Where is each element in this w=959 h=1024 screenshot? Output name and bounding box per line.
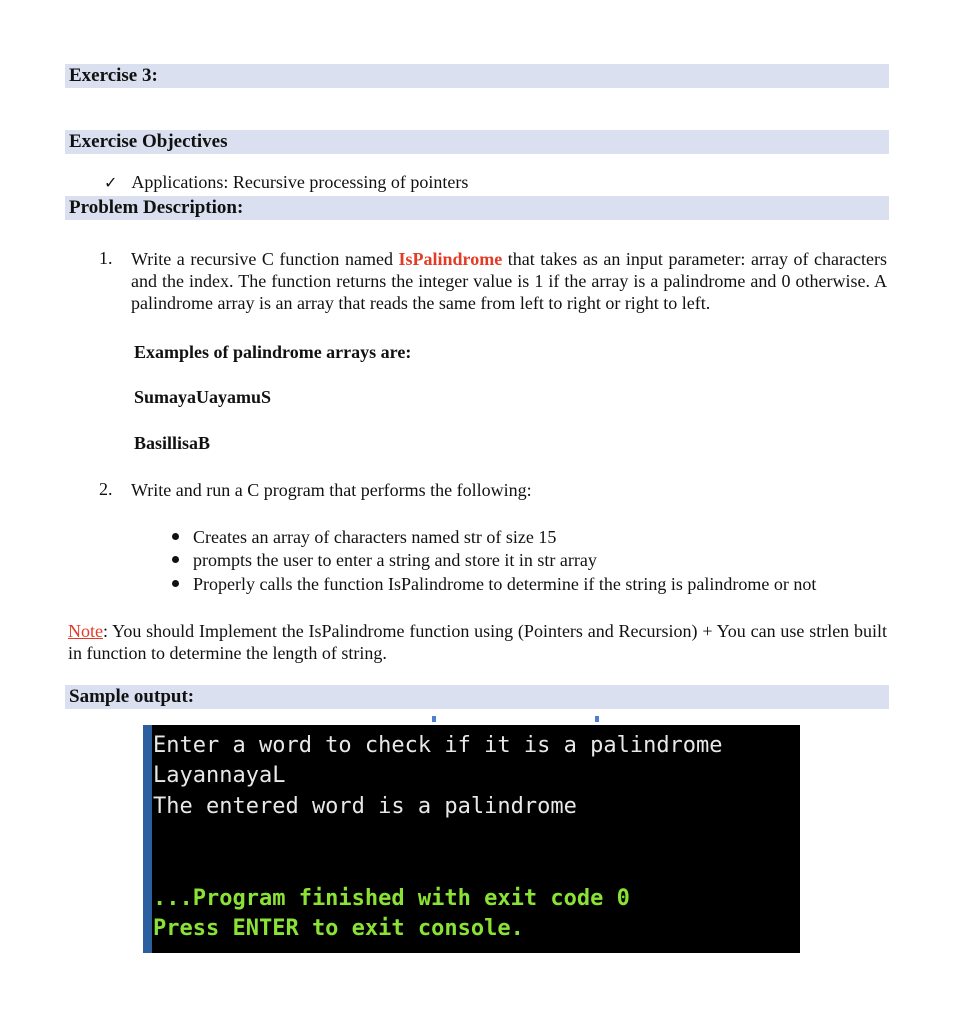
note-label: Note: [68, 621, 103, 641]
console-line-result: The entered word is a palindrome: [153, 794, 577, 819]
selection-mark: [595, 716, 599, 722]
problem-header: Problem Description:: [65, 196, 889, 220]
item-1-paragraph: [131, 248, 887, 314]
bullet-icon: [172, 580, 179, 587]
bullet-icon: [172, 533, 179, 540]
note-paragraph: [68, 620, 887, 664]
objective-text: Applications: Recursive processing of pointers: [131, 172, 469, 192]
sample-output-header: Sample output:: [65, 685, 889, 709]
examples-label: Examples of palindrome arrays are:: [134, 342, 412, 362]
bullet-item-1: Creates an array of characters named str of size 15: [193, 527, 557, 547]
console-line-input: LayannayaL: [153, 763, 286, 788]
example-1: SumayaUayamuS: [134, 387, 272, 407]
check-icon: ✓: [104, 173, 118, 192]
item-2-text: Write and run a C program that performs the following:: [131, 480, 532, 500]
console-output: [143, 725, 800, 953]
item-number-2: 2.: [99, 479, 113, 499]
console-line-exit-code: ...Program finished with exit code 0: [153, 886, 630, 911]
function-name: IsPalindrome: [398, 249, 503, 269]
objectives-header: Exercise Objectives: [65, 130, 889, 154]
item-1-text-end: that takes as an input parameter: array of characters and the index. The function returns the integer value is 1 if the array is a palindrome and 0 otherwise. A palindrome array is an array that reads the same from left to right or right to left.: [131, 249, 888, 313]
item-number-1: 1.: [99, 248, 113, 268]
example-2: BasillisaB: [134, 433, 211, 453]
item-1-text-start: Write a recursive C function named: [131, 249, 399, 269]
bullet-item-3: Properly calls the function IsPalindrome to determine if the string is palindrome or not: [193, 574, 817, 594]
objective-item: [104, 171, 468, 194]
bullet-icon: [172, 556, 179, 563]
note-text: : You should Implement the IsPalindrome function using (Pointers and Recursion) + You can use strlen built in function to determine the length of string.: [68, 621, 887, 663]
exercise-header: Exercise 3:: [65, 64, 889, 88]
console-line-press-enter: Press ENTER to exit console.: [153, 916, 524, 941]
console-line-prompt: Enter a word to check if it is a palindrome: [153, 733, 723, 758]
bullet-item-2: prompts the user to enter a string and store it in str array: [193, 550, 597, 570]
selection-mark: [432, 716, 436, 722]
